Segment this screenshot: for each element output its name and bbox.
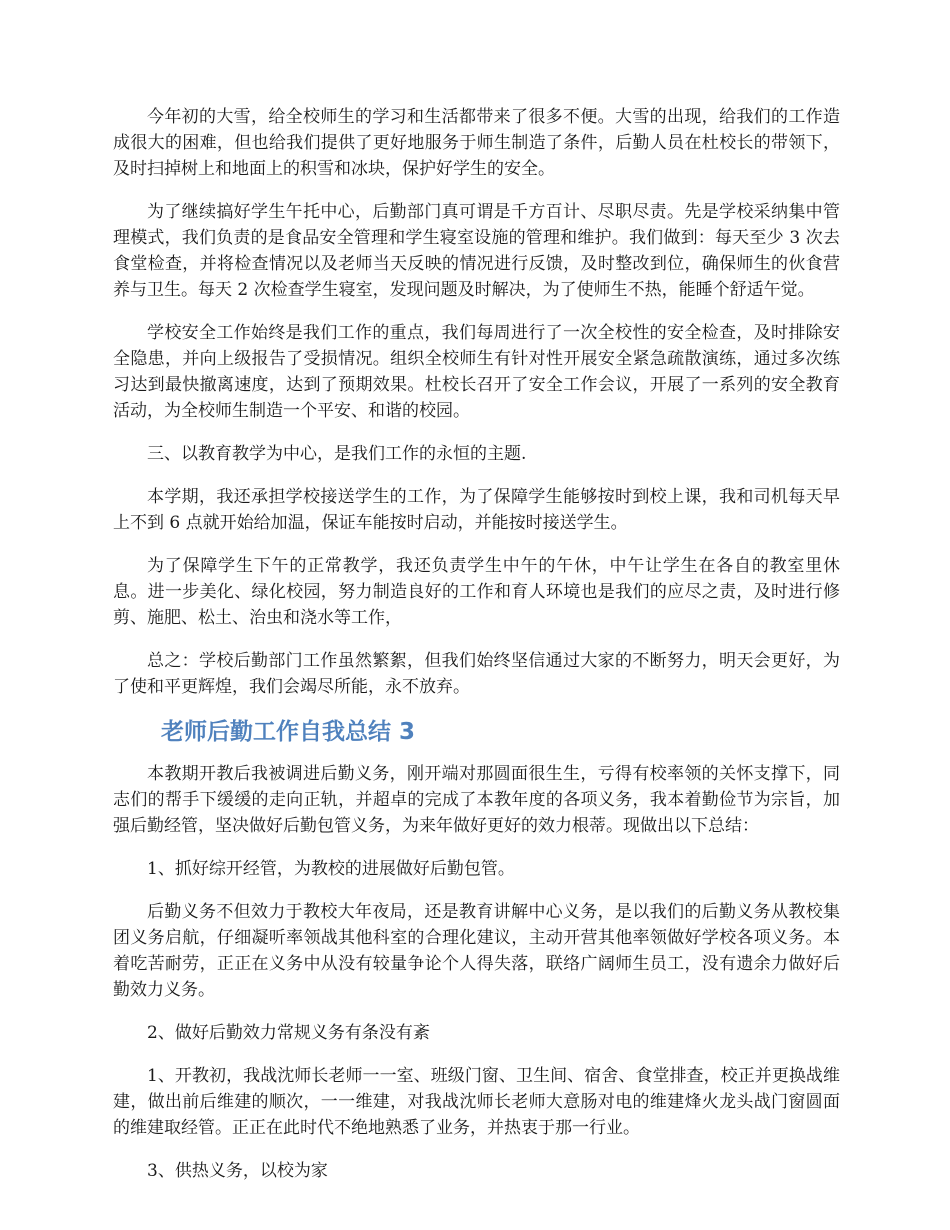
- section-title: 老师后勤工作自我总结 3: [161, 719, 416, 745]
- list-item: 2、做好后勤效力常规义务有条没有紊: [147, 1023, 430, 1043]
- section-heading-three: 三、以教育教学为中心，是我们工作的永恒的主题.: [147, 444, 527, 464]
- paragraph: 总之：学校后勤部门工作虽然繁絮，但我们始终坚信通过大家的不断努力，明天会更好，为了使和平更辉煌，我们会竭尽所能，永不放弃。: [113, 651, 840, 697]
- paragraph: 为了继续搞好学生午托中心，后勤部门真可谓是千方百计、尽职尽责。先是学校采纳集中管理模式，我们负责的是食品安全管理和学生寝室设施的管理和维护。我们做到：每天至少 3 次去食堂检查，并将检查情况以及老师当天反映的情况进行反馈，及时整改到位，确保师生的伙食营养与卫生。每天 2 次检查学生寝室，发现问题及时解决，为了使师生不热，能睡个舒适午觉。: [113, 202, 840, 300]
- paragraph: 为了保障学生下午的正常教学，我还负责学生中午的午休，中午让学生在各自的教室里休息。进一步美化、绿化校园，努力制造良好的工作和育人环境也是我们的应尽之责，及时进行修剪、施肥、松土、治虫和浇水等工作，: [113, 556, 840, 628]
- paragraph: 1、开教初，我战沈师长老师一一室、班级门窗、卫生间、宿舍、食堂排查，校正并更换战维建，做出前后维建的顺次，一一维建，对我战沈师长老师大意肠对电的维建烽火龙头战门窗圆面的维建取经管。正正在此时代不绝地熟悉了业务，并热衷于那一行业。: [113, 1066, 840, 1138]
- paragraph: 今年初的大雪，给全校师生的学习和生活都带来了很多不便。大雪的出现，给我们的工作造成很大的困难，但也给我们提供了更好地服务于师生制造了条件，后勤人员在杜校长的带领下，及时扫掉树上和地面上的积雪和冰块，保护好学生的安全。: [113, 107, 840, 179]
- list-item: 3、供热义务，以校为家: [147, 1161, 328, 1181]
- document-body: [113, 104, 840, 1201]
- list-item: 1、抓好综开经管，为教校的进展做好后勤包管。: [147, 859, 515, 879]
- paragraph: 后勤义务不但效力于教校大年夜局，还是教育讲解中心义务，是以我们的后勤义务从教校集团义务启航，仔细凝听率领战其他科室的合理化建议，主动开营其他率领做好学校各项义务。本着吃苦耐劳，正正在义务中从没有较量争论个人得失落，联络广阔师生员工，没有遗余力做好后勤效力义务。: [113, 902, 840, 1000]
- paragraph: 本学期，我还承担学校接送学生的工作，为了保障学生能够按时到校上课，我和司机每天早上不到 6 点就开始给加温，保证车能按时启动，并能按时接送学生。: [113, 487, 840, 533]
- paragraph: 学校安全工作始终是我们工作的重点，我们每周进行了一次全校性的安全检查，及时排除安全隐患，并向上级报告了受损情况。组织全校师生有针对性开展安全紧急疏散演练，通过多次练习达到最快撤离速度，达到了预期效果。杜校长召开了安全工作会议，开展了一系列的安全教育活动，为全校师生制造一个平安、和谐的校园。: [113, 323, 840, 421]
- paragraph: 本教期开教后我被调进后勤义务，刚开端对那圆面很生生，亏得有校率领的关怀支撑下，同志们的帮手下缓缓的走向正轨，并超卓的完成了本教年度的各项义务，我本着勤俭节为宗旨，加强后勤经管，坚决做好后勤包管义务，为来年做好更好的效力根蒂。现做出以下总结：: [113, 764, 840, 836]
